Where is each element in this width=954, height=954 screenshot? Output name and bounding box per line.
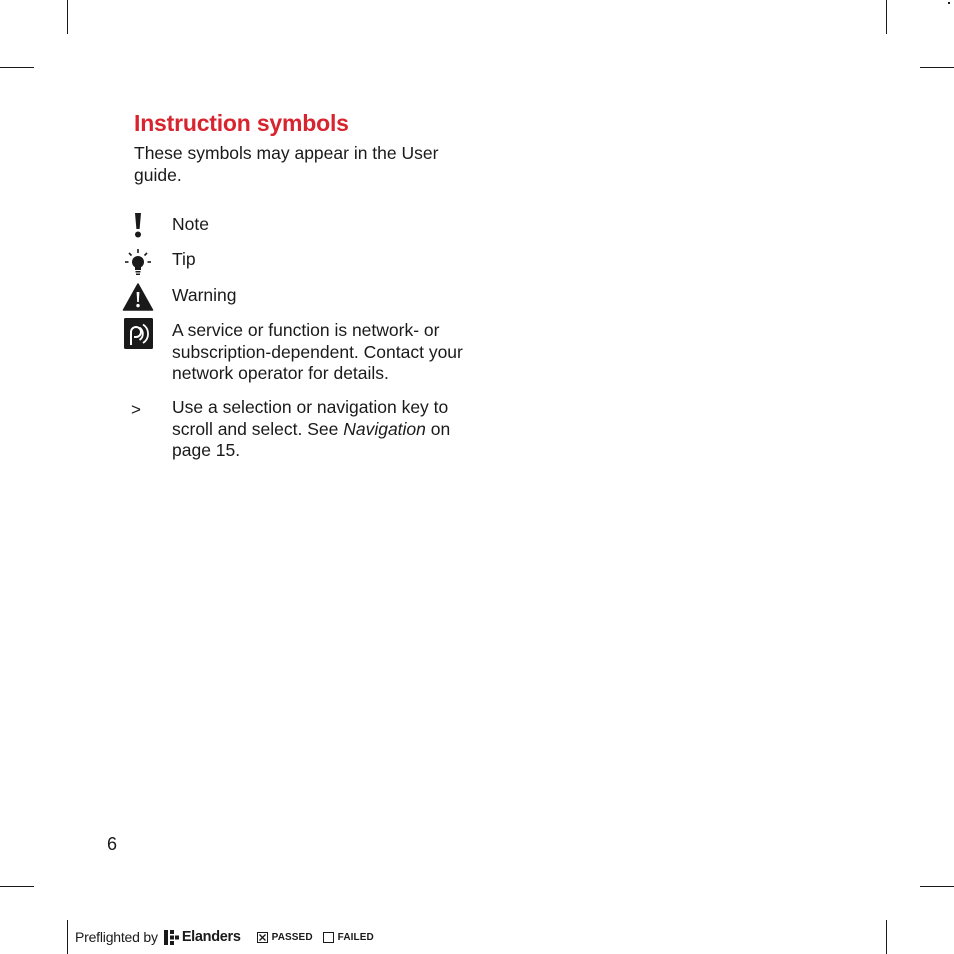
failed-check	[323, 932, 374, 943]
exclamation-note-icon	[122, 211, 154, 243]
network-service-icon	[122, 318, 154, 350]
crop-mark-top-left-horizontal	[0, 67, 34, 68]
crop-mark-bottom-right-horizontal	[920, 886, 954, 887]
check-x-icon	[258, 933, 267, 942]
passed-checkbox	[257, 932, 268, 943]
crop-mark-top-right-horizontal	[920, 67, 954, 68]
crop-mark-bottom-right-vertical	[886, 920, 887, 954]
registration-dot	[948, 2, 950, 4]
preflight-label: Preflighted by	[75, 929, 158, 945]
symbol-label-network: A service or function is network- or subscription-dependent. Contact your network operator for details.	[172, 320, 463, 383]
warning-triangle-icon	[122, 282, 154, 314]
symbol-label-tip: Tip	[172, 249, 196, 269]
symbol-label-note: Note	[172, 214, 209, 234]
section-heading: Instruction symbols	[134, 110, 349, 136]
crop-mark-bottom-left-horizontal	[0, 886, 34, 887]
symbol-label-navigation	[172, 397, 472, 462]
navigation-text-after: on page 15.	[172, 418, 451, 460]
intro-paragraph: These symbols may appear in the User guide.	[134, 143, 439, 185]
navigation-link[interactable]: Navigation	[343, 418, 426, 439]
elanders-mark-icon	[164, 930, 179, 945]
elanders-brand: Elanders	[181, 929, 241, 945]
failed-label: FAILED	[337, 931, 374, 943]
elanders-logo	[164, 929, 241, 945]
page-number: 6	[107, 834, 118, 854]
preflight-stamp	[75, 926, 374, 948]
crop-mark-top-right-vertical	[886, 0, 887, 34]
failed-checkbox	[323, 932, 334, 943]
passed-label: PASSED	[271, 931, 313, 943]
crop-mark-bottom-left-vertical	[67, 920, 68, 954]
navigation-arrow-glyph: >	[131, 400, 141, 419]
lightbulb-tip-icon	[122, 247, 154, 279]
navigation-text-before: Use a selection or navigation key to scroll and select. See	[172, 397, 449, 439]
crop-mark-top-left-vertical	[67, 0, 68, 34]
passed-check	[257, 932, 313, 943]
symbol-label-warning: Warning	[172, 285, 237, 305]
